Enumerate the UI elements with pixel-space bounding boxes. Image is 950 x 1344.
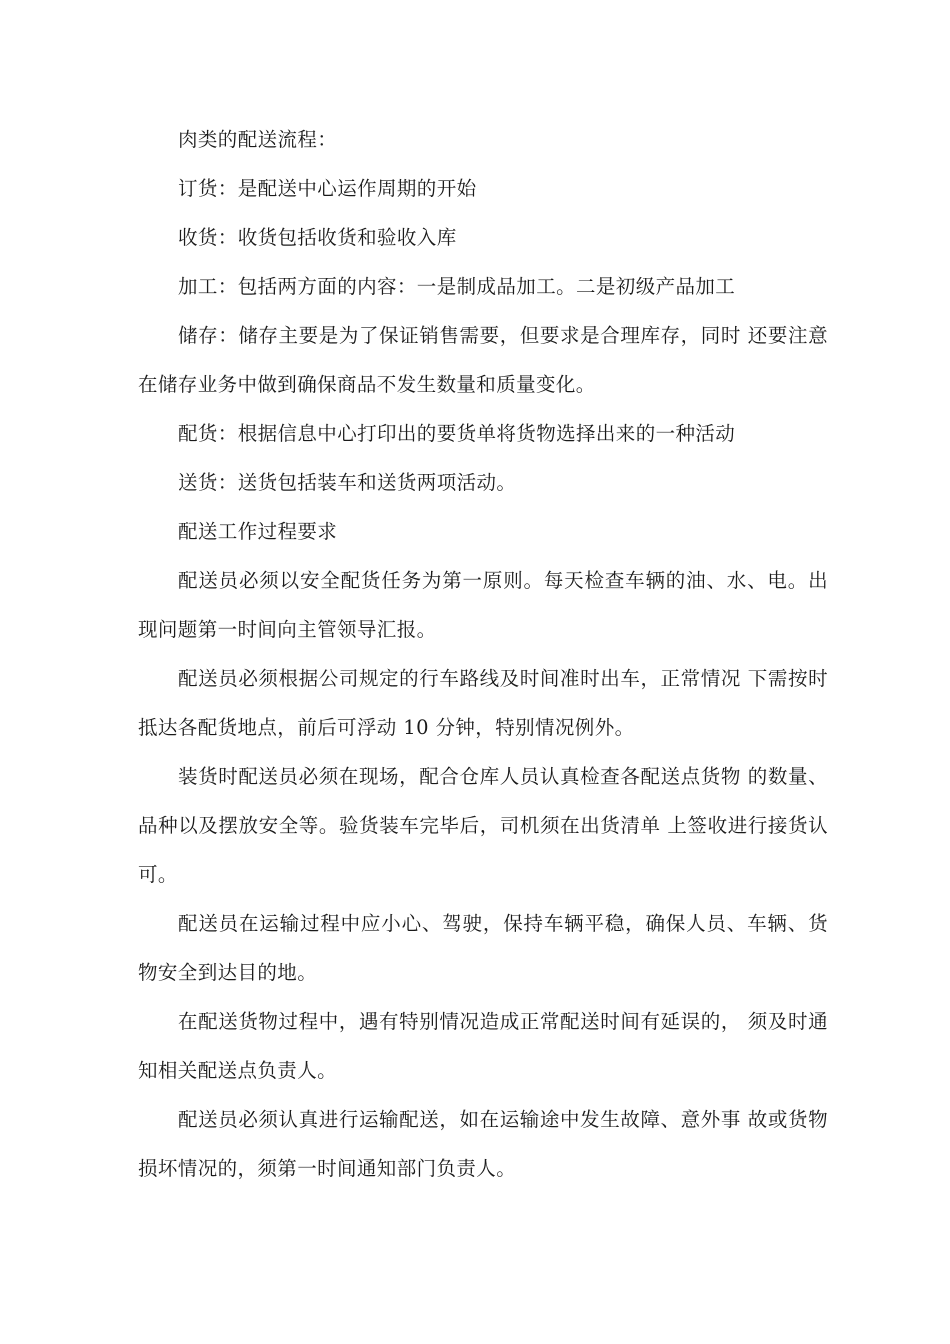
paragraph-heading-meat-process: 肉类的配送流程： bbox=[178, 128, 338, 151]
paragraph-safety-first: 配送员必须以安全配货任务为第一原则。每天检查车辆的油、水、电。出现问题第一时间向主管领导汇报。 bbox=[138, 569, 828, 641]
paragraph-route-schedule: 配送员必须根据公司规定的行车路线及时间准时出车，正常情况 下需按时抵达各配货地点，前后可浮动 10 分钟，特别情况例外。 bbox=[138, 667, 828, 739]
paragraph-processing: 加工：包括两方面的内容：一是制成品加工。二是初级产品加工 bbox=[178, 275, 736, 298]
paragraph-receiving: 收货：收货包括收货和验收入库 bbox=[178, 226, 457, 249]
document-body bbox=[138, 115, 828, 1193]
paragraph-heading-requirements: 配送工作过程要求 bbox=[178, 520, 338, 543]
paragraph-loading-check: 装货时配送员必须在现场，配合仓库人员认真检查各配送点货物 的数量、品种以及摆放安全等。验货装车完毕后，司机须在出货清单 上签收进行接货认可。 bbox=[138, 765, 828, 886]
paragraph-incident-report: 配送员必须认真进行运输配送，如在运输途中发生故障、意外事 故或货物损坏情况的，须第一时间通知部门负责人。 bbox=[138, 1108, 828, 1180]
paragraph-storage: 储存：储存主要是为了保证销售需要，但要求是合理库存，同时 还要注意在储存业务中做到确保商品不发生数量和质量变化。 bbox=[138, 324, 828, 396]
paragraph-delay-notice: 在配送货物过程中，遇有特别情况造成正常配送时间有延误的， 须及时通知相关配送点负责人。 bbox=[138, 1010, 828, 1082]
paragraph-picking: 配货：根据信息中心打印出的要货单将货物选择出来的一种活动 bbox=[178, 422, 736, 445]
paragraph-delivery: 送货：送货包括装车和送货两项活动。 bbox=[178, 471, 517, 494]
paragraph-ordering: 订货：是配送中心运作周期的开始 bbox=[178, 177, 477, 200]
paragraph-transport-care: 配送员在运输过程中应小心、驾驶，保持车辆平稳，确保人员、车辆、货物安全到达目的地。 bbox=[138, 912, 828, 984]
